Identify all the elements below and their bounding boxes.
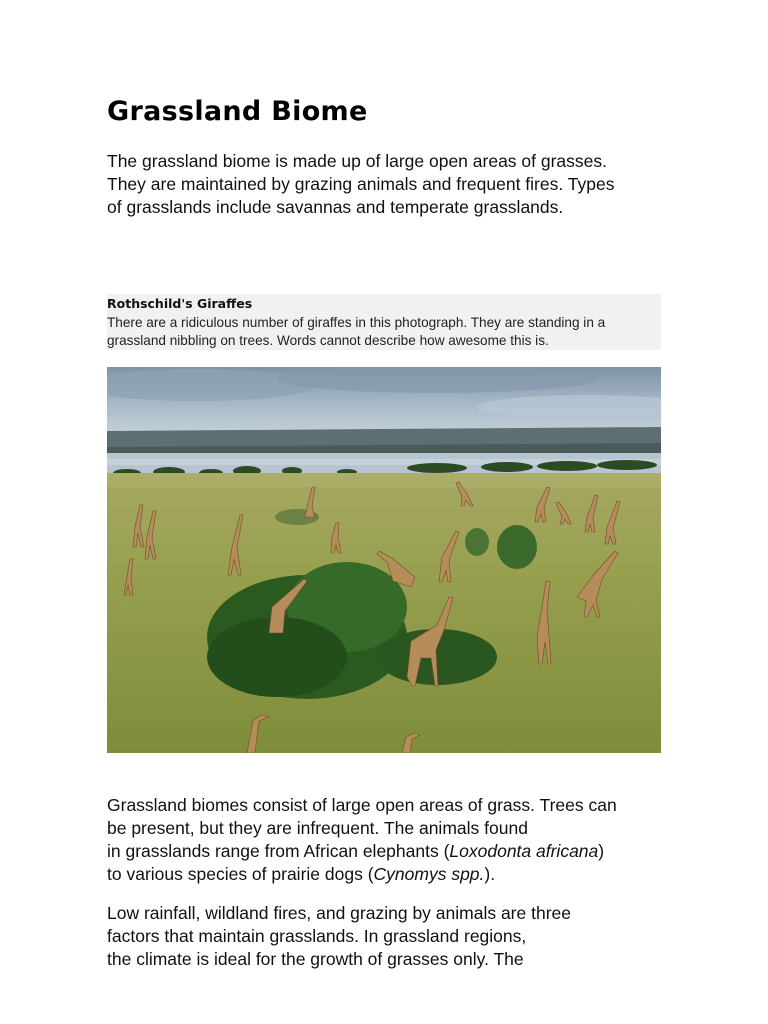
figure-caption-text	[107, 314, 605, 350]
giraffe-photo	[107, 367, 661, 753]
body-paragraph-factors	[107, 902, 667, 971]
species-name: Cynomys spp.	[373, 864, 485, 884]
species-name: Loxodonta africana	[449, 841, 599, 861]
body-line: Grassland biomes consist of large open areas of grass. Trees can	[107, 795, 617, 815]
body-text: )	[598, 841, 605, 861]
body-text: ).	[484, 864, 496, 884]
body-line: Low rainfall, wildland fires, and grazing by animals are three	[107, 903, 571, 923]
figure-caption-title: Rothschild's Giraffes	[107, 296, 253, 311]
caption-line: grassland nibbling on trees. Words cannot describe how awesome this is.	[107, 333, 549, 348]
intro-paragraph	[107, 150, 667, 219]
intro-line: They are maintained by grazing animals and frequent fires. Types	[107, 174, 615, 194]
intro-line: The grassland biome is made up of large open areas of grasses.	[107, 151, 608, 171]
body-line	[107, 840, 667, 863]
caption-line: There are a ridiculous number of giraffes in this photograph. They are standing in a	[107, 315, 606, 330]
sky	[107, 367, 661, 433]
body-line: be present, but they are infrequent. The animals found	[107, 818, 528, 838]
intro-line: of grasslands include savannas and temperate grasslands.	[107, 197, 564, 217]
body-paragraph-species	[107, 794, 667, 886]
page-title: Grassland Biome	[107, 96, 368, 127]
body-line: the climate is ideal for the growth of grasses only. The	[107, 949, 524, 969]
body-text: to various species of prairie dogs (	[107, 864, 374, 884]
body-line	[107, 863, 667, 886]
figure-caption-box	[107, 294, 661, 350]
far-hills	[107, 427, 661, 457]
body-line: factors that maintain grasslands. In grassland regions,	[107, 926, 527, 946]
body-text: in grasslands range from African elephants (	[107, 841, 450, 861]
